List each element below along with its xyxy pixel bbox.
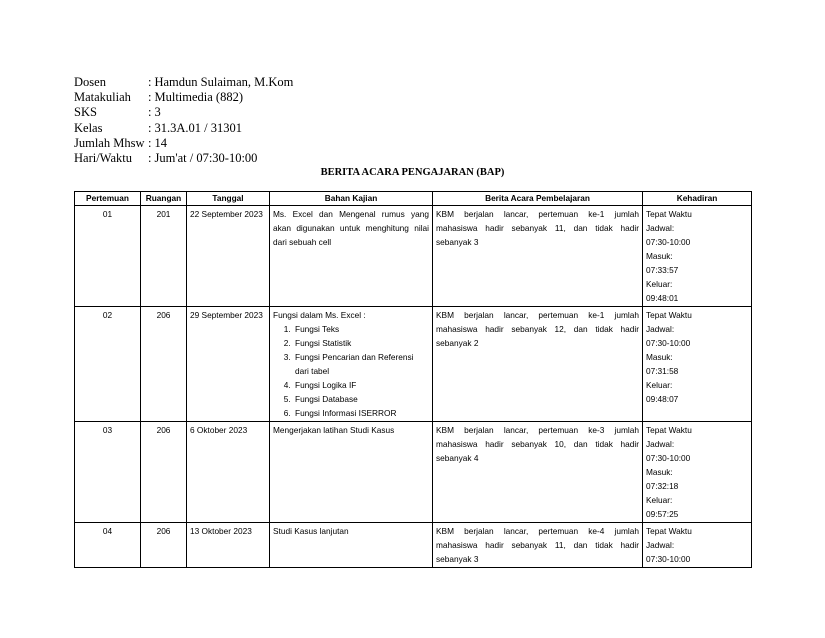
cell-kehadiran [643,422,752,523]
info-matakuliah [74,90,293,105]
bahan-intro: Fungsi dalam Ms. Excel : [273,310,366,320]
kehadiran-line: Keluar: [646,279,673,289]
kehadiran-line: Jadwal: [646,439,675,449]
list-item: 6. Fungsi Informasi ISERROR [293,406,429,420]
info-separator: : [148,105,152,120]
info-separator: : [148,135,152,150]
list-item: 1. Fungsi Teks [293,322,429,336]
cell-tanggal: 13 Oktober 2023 [187,523,270,568]
bap-table [74,191,752,568]
info-kelas [74,121,293,136]
cell-ruangan: 206 [141,307,187,422]
kehadiran-status: Tepat Waktu [646,310,692,320]
kehadiran-line: 07:30-10:00 [646,237,691,247]
cell-bahan-kajian [270,307,433,422]
cell-bahan-kajian: Studi Kasus lanjutan [270,523,433,568]
cell-berita-acara: KBM berjalan lancar, pertemuan ke-1 jumlah mahasiswa hadir sebanyak 11, dan tidak hadir sebanyak 3 [433,206,643,307]
cell-ruangan: 206 [141,422,187,523]
kehadiran-line: Masuk: [646,251,673,261]
info-label: SKS [74,105,97,120]
kehadiran-status: Tepat Waktu [646,209,692,219]
table-row [75,307,752,422]
info-sks [74,105,293,120]
kehadiran-line: Jadwal: [646,324,675,334]
kehadiran-line: Masuk: [646,352,673,362]
cell-berita-acara: KBM berjalan lancar, pertemuan ke-1 jumlah mahasiswa hadir sebanyak 12, dan tidak hadir sebanyak 2 [433,307,643,422]
info-separator: : [148,75,152,89]
list-item: 5. Fungsi Database [293,392,429,406]
column-header: Berita Acara Pembelajaran [433,192,643,206]
cell-tanggal: 22 September 2023 [187,206,270,307]
kehadiran-line: 07:30-10:00 [646,554,691,564]
kehadiran-status: Tepat Waktu [646,526,692,536]
cell-ruangan: 206 [141,523,187,568]
column-header: Kehadiran [643,192,752,206]
kehadiran-line: 07:30-10:00 [646,338,691,348]
column-header: Tanggal [187,192,270,206]
cell-kehadiran [643,307,752,422]
cell-kehadiran [643,206,752,307]
kehadiran-line: Keluar: [646,380,673,390]
info-value: Jum'at / 07:30-10:00 [154,151,258,166]
info-separator: : [148,120,152,135]
cell-bahan-kajian: Ms. Excel dan Mengenal rumus yang akan digunakan untuk menghitung nilai dari sebuah cell [270,206,433,307]
cell-pertemuan: 02 [75,307,141,422]
list-item: 3. Fungsi Pencarian dan Referensi dari tabel [293,350,429,378]
bahan-list [273,322,429,420]
table-row [75,206,752,307]
cell-berita-acara: KBM berjalan lancar, pertemuan ke-4 jumlah mahasiswa hadir sebanyak 11, dan tidak hadir sebanyak 3 [433,523,643,568]
info-label: Jumlah Mhsw [74,135,145,150]
cell-pertemuan: 03 [75,422,141,523]
info-label: Matakuliah [74,90,131,105]
info-separator: : [148,90,152,105]
kehadiran-line: 09:48:07 [646,394,679,404]
cell-ruangan: 201 [141,206,187,307]
table-row [75,422,752,523]
table-header-row [75,192,752,206]
info-label: Dosen [74,75,106,89]
cell-kehadiran [643,523,752,568]
kehadiran-line: Masuk: [646,467,673,477]
list-item: 2. Fungsi Statistik [293,336,429,350]
kehadiran-line: Keluar: [646,495,673,505]
cell-pertemuan: 01 [75,206,141,307]
cell-tanggal: 29 September 2023 [187,307,270,422]
kehadiran-line: 09:48:01 [646,293,679,303]
info-hari-waktu [74,151,293,166]
info-value: Multimedia (882) [154,90,244,105]
info-dosen [74,75,293,90]
kehadiran-line: Jadwal: [646,223,675,233]
column-header: Ruangan [141,192,187,206]
kehadiran-line: 07:32:18 [646,481,679,491]
course-info [74,75,293,166]
kehadiran-line: 07:31:58 [646,366,679,376]
table-row [75,523,752,568]
info-value: 14 [154,135,167,150]
kehadiran-line: 07:33:57 [646,265,679,275]
info-jumlah-mhsw [74,136,293,151]
column-header: Pertemuan [75,192,141,206]
info-label: Kelas [74,120,103,135]
cell-tanggal: 6 Oktober 2023 [187,422,270,523]
kehadiran-line: 07:30-10:00 [646,453,691,463]
info-separator: : [148,151,152,166]
cell-bahan-kajian: Mengerjakan latihan Studi Kasus [270,422,433,523]
list-item: 4. Fungsi Logika IF [293,378,429,392]
info-value: 3 [154,105,161,120]
info-label: Hari/Waktu [74,151,133,166]
kehadiran-status: Tepat Waktu [646,425,692,435]
column-header: Bahan Kajian [270,192,433,206]
document-title: BERITA ACARA PENGAJARAN (BAP) [320,167,505,178]
kehadiran-line: Jadwal: [646,540,675,550]
info-value: 31.3A.01 / 31301 [154,120,242,135]
kehadiran-line: 09:57:25 [646,509,679,519]
cell-berita-acara: KBM berjalan lancar, pertemuan ke-3 jumlah mahasiswa hadir sebanyak 10, dan tidak hadir sebanyak 4 [433,422,643,523]
info-value: Hamdun Sulaiman, M.Kom [154,75,294,89]
cell-pertemuan: 04 [75,523,141,568]
